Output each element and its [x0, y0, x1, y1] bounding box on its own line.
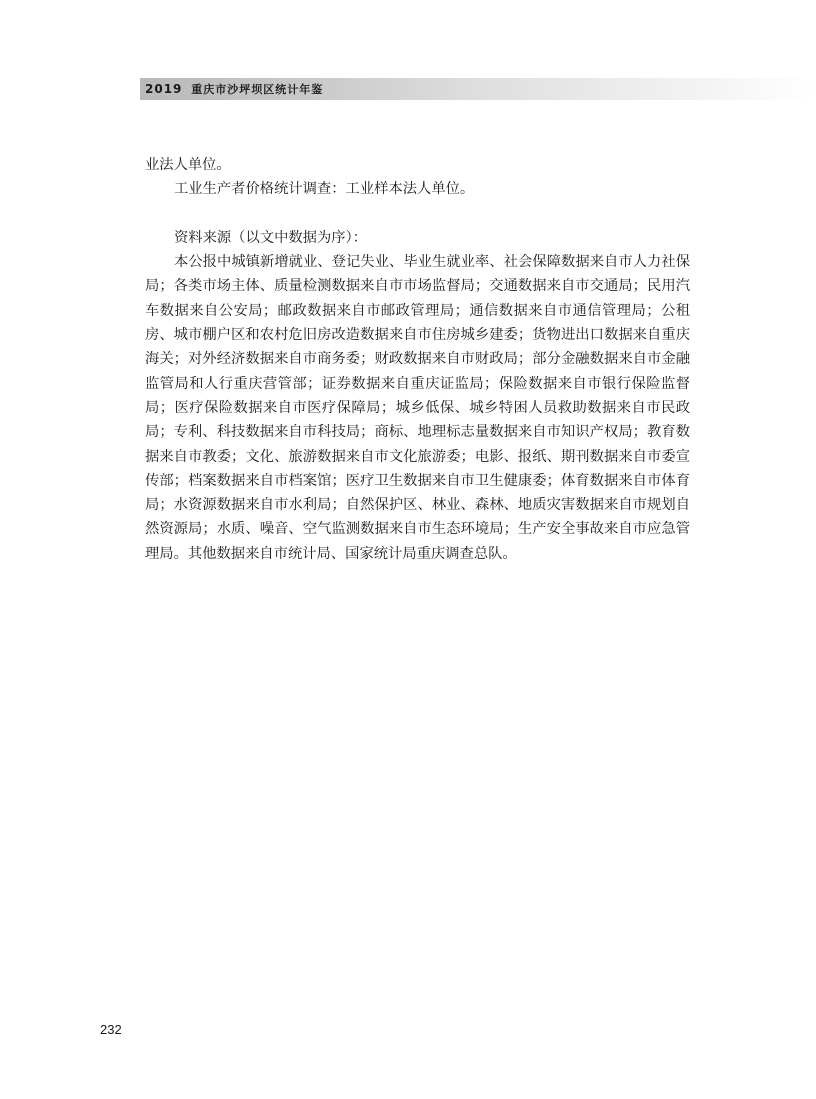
sources-heading: 资料来源（以文中数据为序）：: [174, 229, 368, 246]
header-title: 重庆市沙坪坝区统计年鉴: [191, 83, 324, 96]
continued-line: 业法人单位。: [145, 157, 231, 173]
sources-paragraph: 本公报中城镇新增就业、登记失业、毕业生就业率、社会保障数据来自市人力社保局；各类市场主体、质量检测数据来自市市场监督局；交通数据来自市交通局；民用汽车数据来自公安局；邮政数据来自市邮政管理局；通信数据来自市通信管理局；公租房、城市棚户区和农村危旧房改造数据来自市住房城乡建委；货物进出口数据来自重庆海关；对外经济数据来自市商务委；财政数据来自市财政局；部分金融数据来自市金融监管局和人行重庆营管部；证券数据来自重庆证监局；保险数据来自市银行保险监督局；医疗保险数据来自市医疗保障局；城乡低保、城乡特困人员救助数据来自市民政局；专利、科技数据来自市科技局；商标、地理标志量数据来自市知识产权局；教育数据来自市教委；文化、旅游数据来自市文化旅游委；电影、报纸、期刊数据来自市委宣传部；档案数据来自市档案馆；医疗卫生数据来自市卫生健康委；体育数据来自市体育局；水资源数据来自市水利局；自然保护区、林业、森林、地质灾害数据来自市规划自然资源局；水质、噪音、空气监测数据来自市生态环境局；生产安全事故来自市应急管理局。其他数据来自市统计局、国家统计局重庆调查总队。: [145, 254, 690, 562]
ppi-survey-line: 工业生产者价格统计调查：工业样本法人单位。: [174, 181, 475, 198]
page-number: 232: [100, 1022, 122, 1037]
paragraph-gap: [145, 202, 690, 226]
body-text: [145, 153, 690, 566]
running-header: [145, 80, 323, 98]
header-year: 2019: [145, 82, 183, 96]
